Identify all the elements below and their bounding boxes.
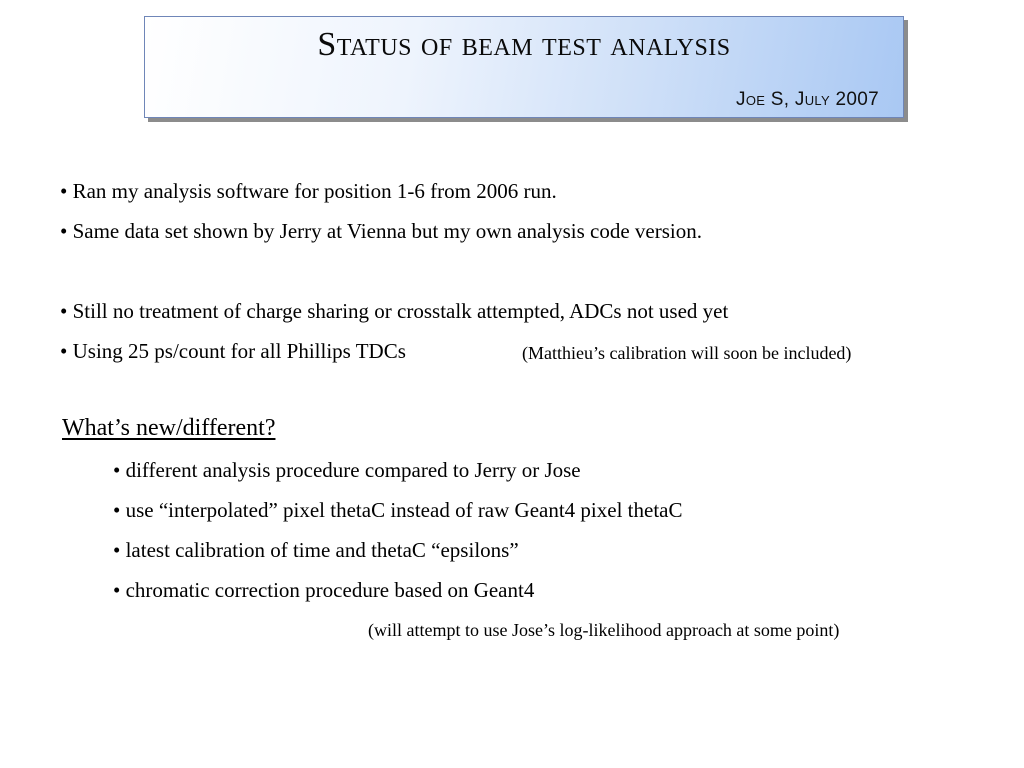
item-analysis-procedure: • different analysis procedure compared to Jerry or Jose bbox=[113, 458, 581, 482]
bullet-tdc-calibration bbox=[60, 338, 406, 364]
bullet-ran-software: • Ran my analysis software for position 1-6 from 2006 run. bbox=[60, 179, 557, 203]
log-likelihood-footnote: (will attempt to use Jose’s log-likelihood approach at some point) bbox=[368, 620, 840, 640]
slide-author-date: Joe S, July 2007 bbox=[736, 89, 879, 110]
title-box bbox=[144, 16, 904, 118]
item-interpolated-thetac: • use “interpolated” pixel thetaC instead of raw Geant4 pixel thetaC bbox=[113, 498, 683, 522]
section-heading-whats-new: What’s new/different? bbox=[62, 415, 276, 441]
bullet-tdc-text: • Using 25 ps/count for all Phillips TDCs bbox=[60, 339, 406, 363]
item-latest-calibration: • latest calibration of time and thetaC “epsilons” bbox=[113, 538, 519, 562]
slide-title: Status of beam test analysis bbox=[317, 26, 731, 63]
bullet-same-data-set: • Same data set shown by Jerry at Vienna but my own analysis code version. bbox=[60, 219, 702, 243]
tdc-calibration-note: (Matthieu’s calibration will soon be included) bbox=[522, 343, 852, 363]
bullet-no-charge-sharing: • Still no treatment of charge sharing or crosstalk attempted, ADCs not used yet bbox=[60, 299, 729, 323]
item-chromatic-correction: • chromatic correction procedure based on Geant4 bbox=[113, 578, 535, 602]
